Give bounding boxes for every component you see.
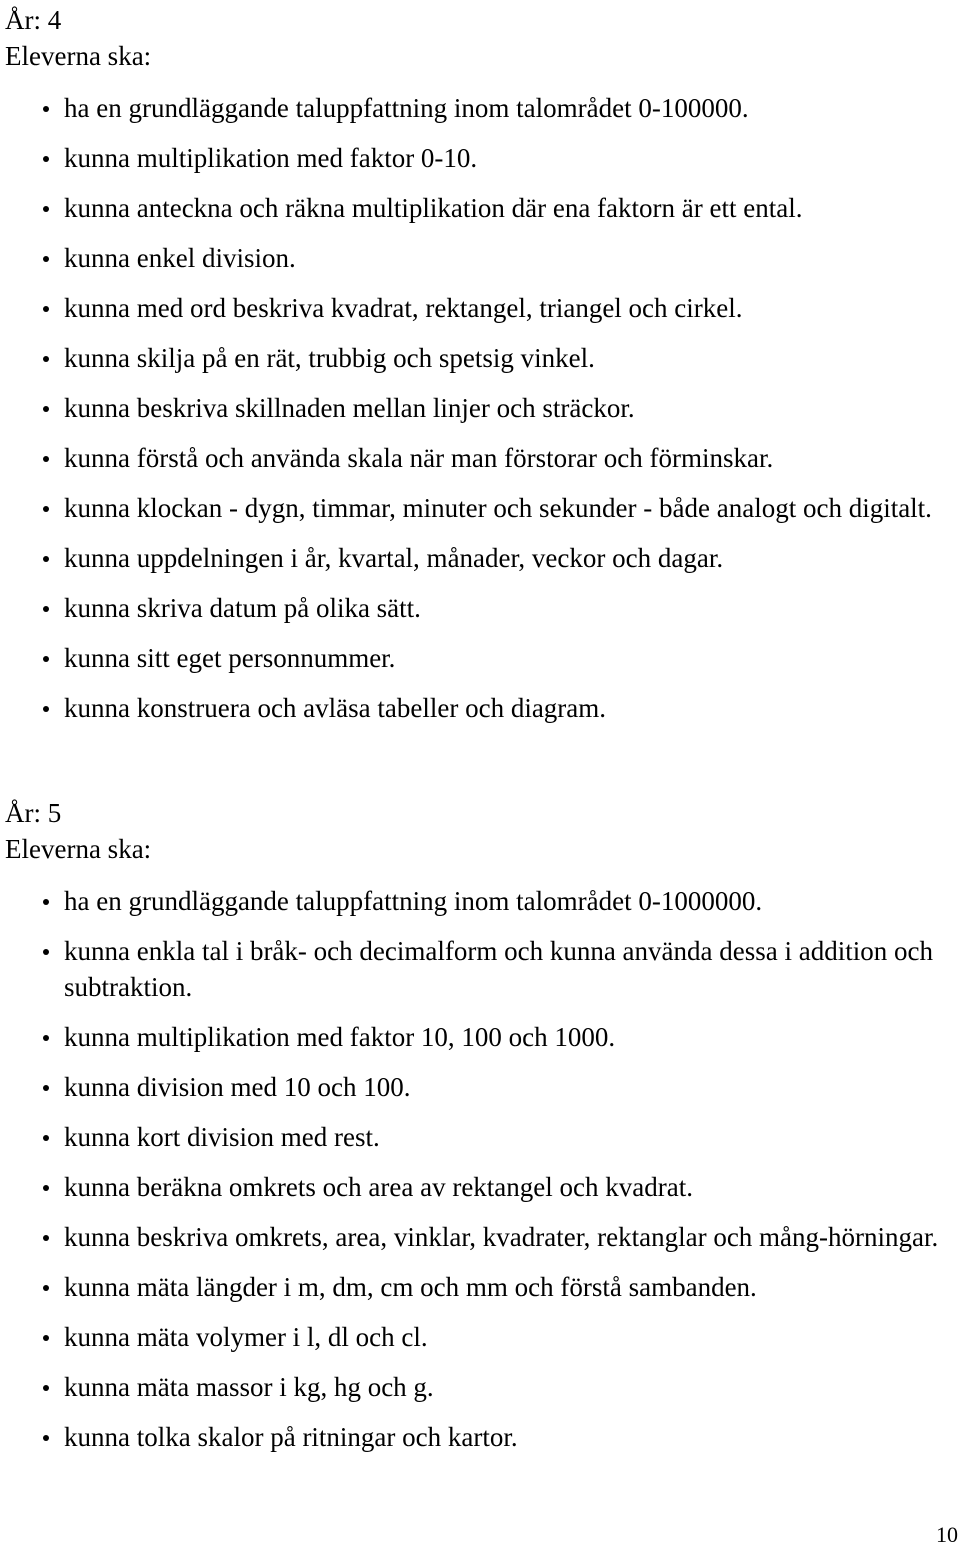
goal-item [5,240,960,276]
goal-item [5,1319,960,1355]
goal-item [5,590,960,626]
bullet-icon [43,656,49,662]
bullet-icon [43,1185,49,1191]
goal-text: kunna sitt eget personnummer. [64,643,396,673]
goal-text: kunna med ord beskriva kvadrat, rektangel, triangel och cirkel. [64,293,743,323]
goal-item [5,933,960,1005]
goal-item [5,140,960,176]
bullet-icon [43,106,49,112]
goal-item [5,440,960,476]
bullet-icon [43,1285,49,1291]
goal-text: kunna tolka skalor på ritningar och kartor. [64,1422,518,1452]
bullet-icon [43,949,49,955]
goal-item [5,190,960,226]
goal-text: kunna skilja på en rät, trubbig och spetsig vinkel. [64,343,595,373]
page-number: 10 [936,1522,958,1547]
goal-text: kunna skriva datum på olika sätt. [64,593,421,623]
students-heading: Eleverna ska: [5,834,152,864]
goal-item [5,1069,960,1105]
goal-text: ha en grundläggande taluppfattning inom talområdet 0-100000. [64,93,749,123]
goal-text: kunna multiplikation med faktor 10, 100 och 1000. [64,1022,616,1052]
goal-text: kunna klockan - dygn, timmar, minuter och sekunder - både analogt och digitalt. [64,493,932,523]
goal-list-year-4 [5,90,955,726]
goal-item [5,290,960,326]
bullet-icon [43,356,49,362]
bullet-icon [43,706,49,712]
bullet-icon [43,456,49,462]
goal-text: kunna mäta volymer i l, dl och cl. [64,1322,428,1352]
bullet-icon [43,606,49,612]
bullet-icon [43,1335,49,1341]
goal-text: kunna beskriva skillnaden mellan linjer och sträckor. [64,393,635,423]
bullet-icon [43,306,49,312]
goal-text: kunna multiplikation med faktor 0-10. [64,143,478,173]
bullet-icon [43,899,49,905]
goal-item [5,490,960,526]
bullet-icon [43,556,49,562]
goal-text: kunna enkel division. [64,243,296,273]
bullet-icon [43,1035,49,1041]
section-year-4 [5,2,955,740]
bullet-icon [43,1135,49,1141]
goal-item [5,1419,960,1455]
bullet-icon [43,156,49,162]
bullet-icon [43,256,49,262]
goal-text: kunna förstå och använda skala när man förstorar och förminskar. [64,443,774,473]
section-year-5 [5,795,955,1469]
goal-text: ha en grundläggande taluppfattning inom talområdet 0-1000000. [64,886,763,916]
goal-text: kunna beskriva omkrets, area, vinklar, kvadrater, rektanglar och mång-hörningar. [64,1222,939,1252]
goal-item [5,540,960,576]
goal-text: kunna enkla tal i bråk- och decimalform och kunna använda dessa i addition och subtraktion. [64,936,933,1002]
goal-item [5,1119,960,1155]
goal-item [5,390,960,426]
goal-item [5,1169,960,1205]
goal-item [5,640,960,676]
goal-item [5,340,960,376]
students-heading: Eleverna ska: [5,41,152,71]
goal-text: kunna anteckna och räkna multiplikation där ena faktorn är ett ental. [64,193,803,223]
goal-text: kunna mäta längder i m, dm, cm och mm och förstå sambanden. [64,1272,757,1302]
goal-item [5,1269,960,1305]
goal-item [5,1369,960,1405]
goal-text: kunna kort division med rest. [64,1122,380,1152]
bullet-icon [43,1085,49,1091]
goal-list-year-5 [5,883,955,1455]
bullet-icon [43,406,49,412]
year-heading: År: 5 [5,798,62,828]
goal-text: kunna konstruera och avläsa tabeller och diagram. [64,693,607,723]
goal-item [5,883,960,919]
bullet-icon [43,1435,49,1441]
bullet-icon [43,1385,49,1391]
bullet-icon [43,206,49,212]
goal-text: kunna division med 10 och 100. [64,1072,411,1102]
goal-item [5,1219,960,1255]
goal-text: kunna uppdelningen i år, kvartal, månader, veckor och dagar. [64,543,724,573]
goal-text: kunna mäta massor i kg, hg och g. [64,1372,434,1402]
year-heading: År: 4 [5,5,62,35]
bullet-icon [43,506,49,512]
goal-item [5,90,960,126]
goal-item [5,690,960,726]
goal-text: kunna beräkna omkrets och area av rektangel och kvadrat. [64,1172,693,1202]
goal-item [5,1019,960,1055]
bullet-icon [43,1235,49,1241]
